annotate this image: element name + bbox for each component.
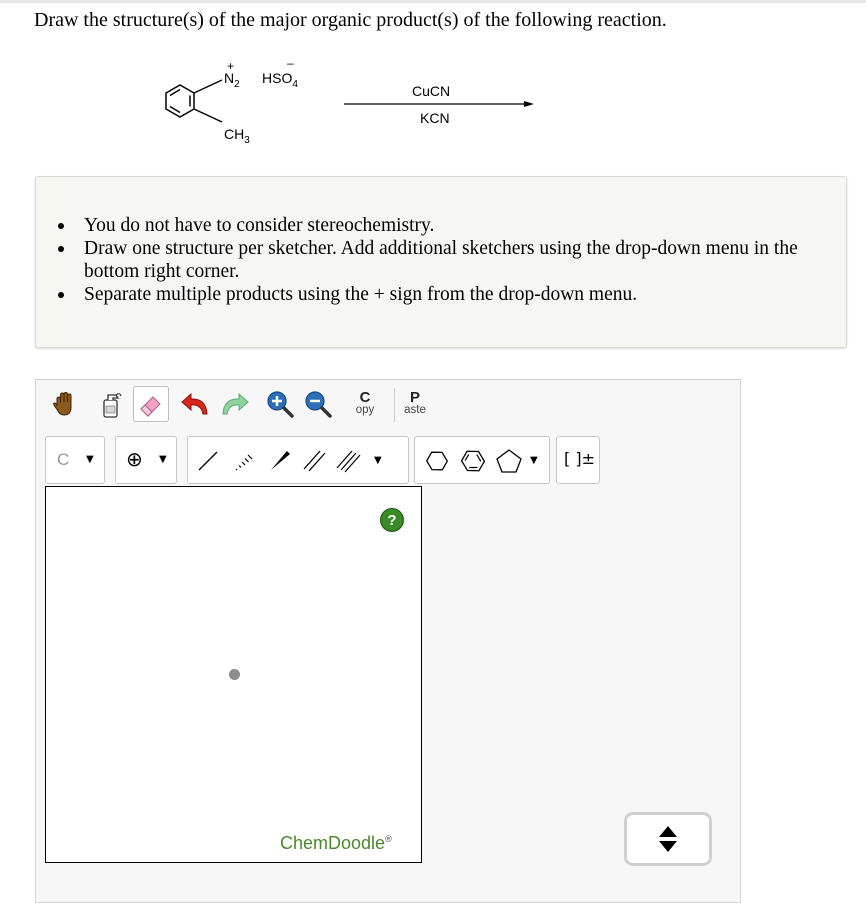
pentagon-icon xyxy=(494,447,524,475)
help-button[interactable]: ? xyxy=(380,508,404,532)
undo-button[interactable] xyxy=(177,386,213,422)
redo-button[interactable] xyxy=(217,386,253,422)
zoom-in-icon xyxy=(265,389,295,419)
instruction-item: Separate multiple products using the + sign from the drop-down menu. xyxy=(84,283,804,306)
hexagon-icon xyxy=(423,447,451,475)
double-bond-icon xyxy=(301,448,327,474)
diazonium-label: $N_2$ xyxy=(224,70,240,90)
paste-label-bottom: aste xyxy=(404,404,426,416)
top-divider xyxy=(0,0,866,3)
cyclohexane-button[interactable] xyxy=(419,443,455,479)
charge-plus-icon: ⊕ xyxy=(126,447,143,471)
instructions-list xyxy=(84,214,804,306)
undo-arrow-icon xyxy=(179,390,211,418)
bracket-charge-icon: [ ]± xyxy=(564,449,595,468)
chevron-down-icon[interactable]: ▼ xyxy=(159,454,167,465)
copy-label-bottom: opy xyxy=(355,404,375,416)
charge-selector[interactable] xyxy=(115,436,177,484)
question-text: Draw the structure(s) of the major organic product(s) of the following reaction. xyxy=(34,9,667,31)
atom-selector[interactable] xyxy=(45,436,105,484)
sketcher-count-stepper[interactable] xyxy=(624,812,712,866)
benzene-icon xyxy=(459,447,487,475)
copy-button[interactable] xyxy=(348,386,382,422)
hashed-bond-button[interactable] xyxy=(226,443,262,479)
zoom-out-icon xyxy=(303,389,333,419)
up-down-arrows-icon[interactable] xyxy=(658,825,678,853)
chemdoodle-brand xyxy=(280,833,392,854)
pan-hand-button[interactable] xyxy=(46,386,82,422)
bracket-button[interactable] xyxy=(556,436,600,484)
drawing-canvas[interactable] xyxy=(45,486,422,863)
reaction-scheme xyxy=(150,52,570,162)
reaction-arrowhead xyxy=(524,101,534,107)
wedge-bond-icon xyxy=(267,448,293,474)
eraser-icon xyxy=(137,390,165,418)
chemdoodle-sketcher xyxy=(35,379,741,903)
paste-label-top: P xyxy=(409,389,420,406)
hashed-bond-icon xyxy=(231,448,257,474)
instructions-box xyxy=(35,176,847,348)
reagent-kcn: KCN xyxy=(420,110,450,126)
brand-name: ChemDoodle xyxy=(280,833,386,853)
copy-label-top: C xyxy=(359,389,371,406)
reactant-structure xyxy=(150,52,570,162)
zoom-in-button[interactable] xyxy=(262,386,298,422)
wedge-bond-button[interactable] xyxy=(262,443,298,479)
chevron-down-icon[interactable]: ▼ xyxy=(86,454,94,465)
counterion-charge: – xyxy=(287,56,294,70)
cyclopentane-button[interactable] xyxy=(491,443,527,479)
clear-button[interactable] xyxy=(92,386,128,422)
benzene-button[interactable] xyxy=(455,443,491,479)
eraser-button[interactable] xyxy=(133,386,169,422)
redo-arrow-icon xyxy=(219,390,251,418)
single-bond-icon xyxy=(195,448,221,474)
zoom-out-button[interactable] xyxy=(300,386,336,422)
methyl-label: $CH_3$ xyxy=(224,126,250,146)
single-bond-button[interactable] xyxy=(190,443,226,479)
spray-bottle-icon xyxy=(96,389,124,419)
canvas-cursor-dot xyxy=(229,669,240,680)
toolbar-separator xyxy=(394,388,395,422)
chevron-down-icon[interactable]: ▼ xyxy=(374,455,382,466)
double-bond-button[interactable] xyxy=(296,443,332,479)
benzene-ring xyxy=(166,80,222,122)
instruction-item: You do not have to consider stereochemistry. xyxy=(84,214,804,237)
reagent-cucn: CuCN xyxy=(412,83,451,99)
brand-mark: ® xyxy=(385,834,392,844)
instruction-item: Draw one structure per sketcher. Add additional sketchers using the drop-down menu in the bottom right corner. xyxy=(84,237,804,283)
bond-tools-group xyxy=(187,436,409,484)
triple-bond-button[interactable] xyxy=(330,443,366,479)
diazonium-charge: + xyxy=(227,59,235,73)
atom-label: C xyxy=(57,450,70,469)
paste-button[interactable] xyxy=(397,386,433,422)
triple-bond-icon xyxy=(335,448,361,474)
chevron-down-icon[interactable]: ▼ xyxy=(530,455,538,466)
ring-tools-group xyxy=(414,436,550,484)
counterion-label: $HSO_4$ xyxy=(262,70,298,90)
hand-icon xyxy=(50,390,78,418)
